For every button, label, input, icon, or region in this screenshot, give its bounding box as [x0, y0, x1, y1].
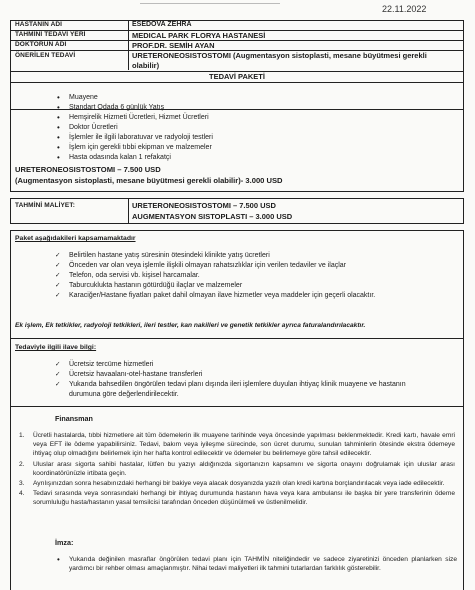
finance-item: 1. Ücretli hastalarda, tıbbi hizmetlere ait tüm ödemelerin ilk muayene tarihinde veya öncesinde yapılması beklenmektedir. Kredi kartı, havale emri veya EFT ile ödeme yapabilirsiniz. Tedavi, bakım veya iyileşme sürecinde, son ücret durumu, sunulan tahminlerin ötesinde ekstra ödemeye ihtiyaç olup olmadığını belirlemek için her hafta kontrol edilecektir ve ödemeler bu belirlemeye göre tahsil edilecektir. [19, 432, 455, 458]
finance-item: 2. Uluslar arası sigorta sahibi hastalar, lütfen bu yazıyı aldığınızda sigortanızın kapsamını ve sigorta onayını doğrulamak için uluslar arası koordinatörünüzle irtibata geçin. [19, 460, 455, 477]
document-date: 22.11.2022 [382, 4, 427, 14]
extra-info-item: ✓ Ücretsiz tercüme hizmetleri [55, 360, 433, 370]
package-item: • Muayene [55, 93, 213, 103]
finance-title: Finansman [55, 414, 93, 423]
value-hospital: MEDICAL PARK FLORYA HASTANESİ [132, 31, 266, 40]
finance-item: 4. Tedavi sırasında veya sonrasındaki herhangi bir ihtiyaç durumunda hastanın hava veya kara ambulansı ile başka bir yere transferinin ödeme sorumluluğu hasta/hastanın yasal temsilcisi tarafından önceden düşünülmeli ve üstlenilmelidir. [19, 490, 455, 507]
exclusions-note: Ek işlem, Ek tetkikler, radyoloji tetkikleri, ileri testler, kan nakilleri ve genetik tetkikler ayrıca faturalandırılacaktır. [15, 322, 366, 329]
finance-list [19, 431, 455, 508]
scan-edge [140, 0, 280, 4]
estimated-cost-table [10, 198, 464, 224]
finance-item: 3. Ayrılışınızdan sonra hesabınızdaki herhangi bir bakiye veya alacak dosyanızda yazılı olan kredi kartına borçlandırılacak veya iade edilecektir. [19, 480, 445, 488]
exclusion-item: ✓ Taburcuklukta hastanın götürdüğü ilaçlar ve malzemeler [55, 281, 457, 291]
package-item: • İşlemler ile ilgili laboratuvar ve radyoloji testleri [55, 133, 213, 143]
exclusion-item: ✓ Önceden var olan veya işlemle ilişkili olmayan rahatsızlıklar için verilen tedaviler ve ilaçlar [55, 261, 457, 271]
finance-item-text: Ücretli hastalarda, tıbbi hizmetlere ait tüm ödemelerin ilk muayene tarihinde veya öncesinde yapılması beklenmektedir. Kredi kartı, havale emri veya EFT ile ödeme yapabilirsiniz. Tedavi, bakım veya iyileşme sürecinde, son ücret durumu, sunulan tahminlerin ötesinde ekstra ödemeye ihtiyaç olup olmadığını belirlemek için her hafta kontrol edilecektir ve ödemeler bu belirlemeye göre tahsil edilecektir. [33, 432, 455, 458]
cost-line-1: URETERONEOSISTOSTOMI – 7.500 USD [132, 201, 276, 210]
extra-info-title: Tedaviyle ilgili ilave bilgi: [15, 344, 97, 351]
extra-info-item: ✓ Ücretsiz havaalanı-otel-hastane transferleri [55, 370, 433, 380]
column-separator [128, 21, 129, 70]
package-item: • İşlem için gerekli tıbbi ekipman ve malzemeler [55, 143, 213, 153]
value-patient-name: ESEDOVA ZEHRA [132, 21, 192, 28]
exclusion-item: ✓ Telefon, oda servisi vb. kişisel harcamalar. [55, 271, 457, 281]
package-item: • Hasta odasında kalan 1 refakatçi [55, 153, 213, 163]
package-contents [10, 81, 464, 192]
exclusions-list [55, 251, 457, 301]
exclusion-item: ✓ Karaciğer/Hastane fiyatları paket dahil olmayan ilave hizmetler veya maddeler için geçerli olacaktır. [55, 291, 457, 301]
label-treatment: ÖNERİLEN TEDAVİ [15, 52, 76, 59]
exclusions-title: Paket aşağıdakileri kapsamamaktadır [15, 235, 136, 242]
package-item: • Doktor Ücretleri [55, 123, 213, 133]
finance-item-text: Ayrılışınızdan sonra hesabınızdaki herhangi bir bakiye veya alacak dosyanızda yazılı olan kredi kartına borçlandırılacak veya iade edilecektir. [33, 480, 445, 488]
package-item: • Standart Odada 6 günlük Yatış [55, 103, 213, 113]
cost-line-2: AUGMENTASYON SISTOPLASTI – 3.000 USD [132, 212, 293, 221]
label-estimated-cost: TAHMİNİ MALİYET: [15, 202, 75, 209]
value-treatment: URETERONEOSISTOSTOMI (Augmentasyon sistoplasti, mesane büyütmesi gerekli olabilir) [132, 51, 427, 70]
extra-info-list [55, 360, 433, 400]
value-doctor: PROF.DR. SEMİH AYAN [132, 41, 215, 50]
exclusions-section [10, 230, 464, 339]
extra-info-section [10, 339, 464, 407]
exclusion-item: ✓ Belirtilen hastane yatış süresinin ötesindeki klinikte yatış ücretleri [55, 251, 457, 261]
finance-item-text: Uluslar arası sigorta sahibi hastalar, lütfen bu yazıyı aldığınızda sigortanızın kapsamını ve sigorta onayını doğrulamak için uluslar arası koordinatörünüzle irtibata geçin. [33, 460, 455, 477]
signature-text: • Yukarıda değinilen masraflar öngörülen tedavi planı için TAHMİN niteliğindedir ve sadece ziyaretinizi önceden planlarken size yardımcı bir rehber olması amaçlanmıştır. Nihai tedavi maliyetleri ilk tahmini tutarlardan farklılık gösterebilir. [55, 555, 457, 573]
label-hospital: TAHMİNİ TEDAVİ YERİ [15, 31, 86, 38]
package-title: TEDAVİ PAKETİ [209, 72, 265, 81]
signature-list [55, 555, 457, 573]
label-doctor: DOKTORUN ADI [15, 41, 67, 48]
label-patient-name: HASTANIN ADI [15, 21, 63, 28]
extra-info-item: ✓ Yukarıda bahsedilen öngörülen tedavi planı dışında ileri işlemlere duyulan ihtiyaç klinik muayene ve hastanın durumuna göre değerlendirilecektir. [55, 380, 433, 400]
package-price-2: (Augmentasyon sistoplasti, mesane büyütmesi gerekli olabilir)- 3.000 USD [15, 176, 283, 185]
package-list [55, 93, 213, 163]
package-price-1: URETERONEOSISTOSTOMI – 7.500 USD [15, 165, 161, 174]
finance-section [10, 407, 464, 590]
finance-item-text: Tedavi sırasında veya sonrasındaki herhangi bir ihtiyaç durumunda hastanın hava veya kara ambulansı ile başka bir yere transferinin ödeme sorumluluğu hasta/hastanın yasal temsilcisi tarafından önceden düşünülmeli ve üstlenilmelidir. [33, 490, 455, 507]
signature-title: İmza: [55, 538, 74, 547]
cost-separator [128, 199, 129, 223]
package-item: • Hemşirelik Hizmeti Ücretleri, Hizmet Ücretleri [55, 113, 213, 123]
row-treatment [11, 50, 463, 72]
